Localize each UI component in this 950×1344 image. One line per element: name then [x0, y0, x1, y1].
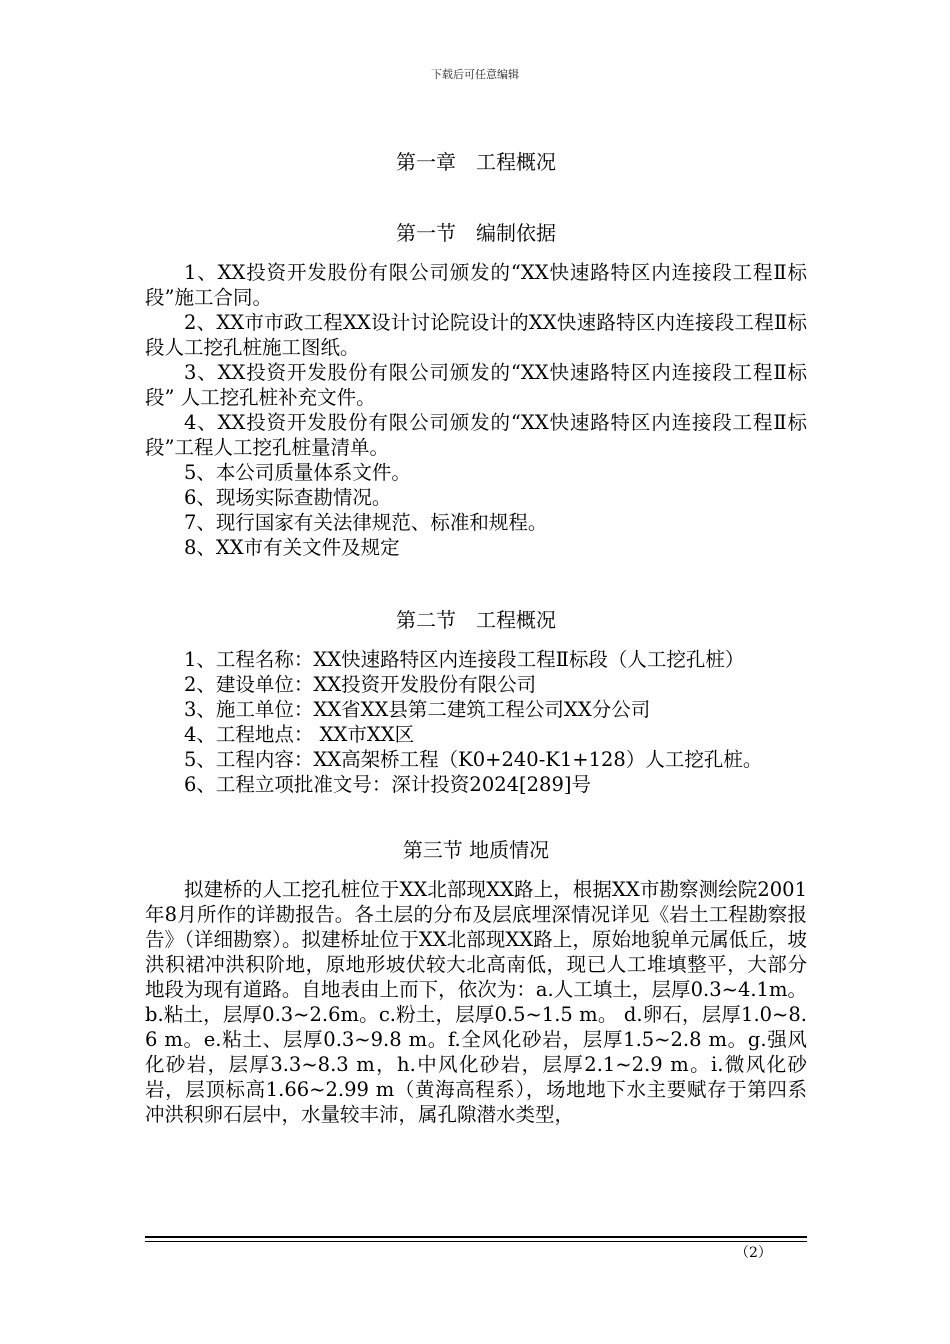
section-title-geology: 第三节 地质情况 [402, 838, 550, 862]
chapter-title: 第一章 工程概况 [396, 150, 556, 174]
page-number: （2） [735, 1245, 772, 1261]
basis-item-6: 6、现场实际查勘情况。 [184, 486, 392, 509]
geology-paragraph: 拟建桥的人工挖孔桩位于XX北部现XX路上，根据XX市勘察测绘院2001年8月所作的详勘报告。各土层的分布及层底埋深情况详见《岩土工程勘察报告》（详细勘察）。拟建桥址位于XX北部现XX路上，原始地貌单元属低丘，坡洪积裙冲洪积阶地，原地形坡伏较大北高南低，现已人工堆填整平，大部分地段为现有道路。自地表由上而下，依次为：a.人工填土，层厚0.3~4.1m。b.粘土，层厚0.3~2.6m。c.粉土，层厚0.5~1.5 m。 d.卵石，层厚1.0~8.6 m。e.粘土、层厚0.3~9.8 m。f.全风化砂岩，层厚1.5~2.8 m。g.强风化砂岩，层厚3.3~8.3 m，h.中风化砂岩，层厚2.1~2.9 m。i.微风化砂岩，层顶标高1.66~2.99 m（黄海高程系），场地地下水主要赋存于第四系冲洪积卵石层中，水量较丰沛，属孔隙潜水类型， [145, 878, 807, 1126]
footer-rule-thick [145, 1236, 807, 1238]
section-title-overview: 第二节 工程概况 [396, 608, 556, 632]
footer-rule-thin [145, 1241, 807, 1242]
basis-item-5: 5、本公司质量体系文件。 [184, 461, 411, 484]
basis-item-8: 8、XX市有关文件及规定 [184, 536, 400, 559]
overview-item-4: 4、工程地点： XX市XX区 [184, 723, 415, 746]
overview-item-6: 6、工程立项批准文号：深计投资2024[289]号 [184, 773, 591, 796]
overview-item-5: 5、工程内容：XX高架桥工程（K0+240-K1+128）人工挖孔桩。 [184, 748, 763, 771]
overview-item-3: 3、施工单位：XX省XX县第二建筑工程公司XX分公司 [184, 698, 651, 721]
overview-item-2: 2、建设单位：XX投资开发股份有限公司 [184, 673, 537, 696]
basis-item-3: 3、XX投资开发股份有限公司颁发的“XX快速路特区内连接段工程Ⅱ标段” 人工挖孔桩补充文件。 [145, 361, 807, 409]
overview-item-1: 1、工程名称：XX快速路特区内连接段工程Ⅱ标段（人工挖孔桩） [184, 648, 745, 671]
basis-item-1: 1、XX投资开发股份有限公司颁发的“XX快速路特区内连接段工程Ⅱ标段”施工合同。 [145, 261, 807, 309]
header-note: 下载后可任意编辑 [431, 68, 519, 81]
basis-item-7: 7、现行国家有关法律规范、标准和规程。 [184, 511, 548, 534]
document-body [145, 145, 807, 1127]
basis-item-4: 4、XX投资开发股份有限公司颁发的“XX快速路特区内连接段工程Ⅱ标段”工程人工挖孔桩量清单。 [145, 411, 807, 459]
section-title-basis: 第一节 编制依据 [396, 221, 556, 245]
basis-item-2: 2、XX市市政工程XX设计讨论院设计的XX快速路特区内连接段工程Ⅱ标段人工挖孔桩施工图纸。 [145, 311, 807, 359]
